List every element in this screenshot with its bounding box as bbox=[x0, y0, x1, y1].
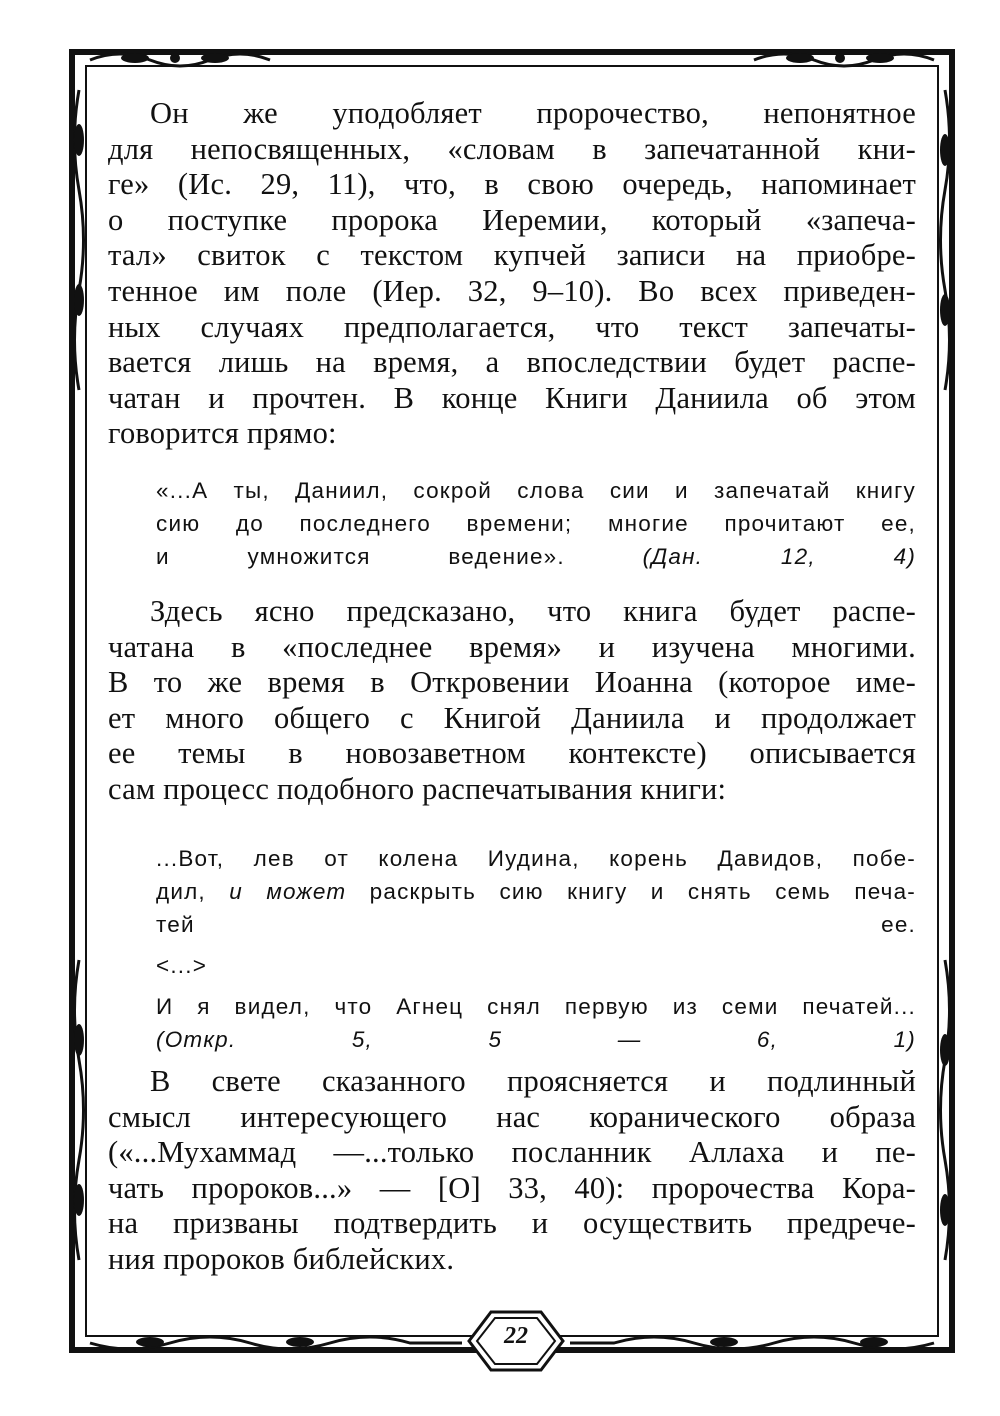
left-ornament bbox=[74, 90, 84, 1260]
paragraph-2-line: ет много общего с Книгой Даниила и продолжает bbox=[108, 700, 916, 735]
paragraph-3-line: ния пророков библейских. bbox=[108, 1241, 455, 1276]
paragraph-1-line: о поступке пророка Иеремии, который «запеча- bbox=[108, 202, 916, 237]
quote-2-reference: (Откр. 5, 5 — 6, 1) bbox=[156, 1027, 916, 1052]
paragraph-3-line: («...Мухаммад —...только посланник Аллаха и пе- bbox=[108, 1135, 916, 1170]
paragraph-2-line: ее темы в новозаветном контексте) описывается bbox=[108, 736, 916, 771]
quote-2-line: И я видел, что Агнец снял первую из семи печатей... bbox=[156, 994, 916, 1019]
paragraph-1-line: Он же уподобляет пророчество, непонятное bbox=[150, 96, 916, 130]
quote-1-line: сию до последнего времени; многие прочитают ее, bbox=[156, 511, 916, 536]
paragraph-2-line: сам процесс подобного распечатывания книги: bbox=[108, 771, 727, 806]
quote-2-line: тей ее. bbox=[156, 912, 916, 937]
quote-2-emphasis: и может bbox=[229, 879, 347, 904]
paragraph-3 bbox=[108, 1064, 916, 1278]
paragraph-2-line: Здесь ясно предсказано, что книга будет распе- bbox=[150, 594, 916, 628]
right-ornament bbox=[940, 90, 950, 1260]
paragraph-2 bbox=[108, 594, 916, 808]
quote-1 bbox=[156, 474, 916, 573]
paragraph-1-line: для непосвященных, «словам в запечатанной кни- bbox=[108, 131, 916, 166]
paragraph-1-line: говорится прямо: bbox=[108, 416, 337, 451]
paragraph-1-line: ных случаях предполагается, что текст запечаты- bbox=[108, 309, 916, 344]
quote-2-line: дил, bbox=[156, 879, 206, 904]
paragraph-1 bbox=[108, 96, 916, 452]
quote-2-ellipsis: <...> bbox=[156, 953, 208, 978]
paragraph-2-line: чатана в «последнее время» и изучена многими. bbox=[108, 629, 916, 664]
paragraph-3-line: смысл интересующего нас коранического образа bbox=[108, 1099, 916, 1134]
paragraph-1-line: ге» (Ис. 29, 11), что, в свою очередь, напоминает bbox=[108, 167, 916, 202]
paragraph-1-line: тенное им поле (Иер. 32, 9–10). Во всех приведен- bbox=[108, 273, 916, 308]
quote-1-line: «...А ты, Даниил, сокрой слова сии и запечатай книгу bbox=[156, 478, 916, 503]
paragraph-1-line: тал» свиток с текстом купчей записи на приобре- bbox=[108, 238, 916, 273]
quote-1-line: и умножится ведение». bbox=[156, 544, 565, 569]
paragraph-3-line: на призваны подтвердить и осуществить предрече- bbox=[108, 1206, 916, 1241]
paragraph-2-line: В то же время в Откровении Иоанна (которое име- bbox=[108, 665, 916, 700]
page-number: 22 bbox=[504, 1323, 528, 1349]
paragraph-3-line: В свете сказанного проясняется и подлинный bbox=[150, 1064, 916, 1098]
quote-1-reference: (Дан. 12, 4) bbox=[642, 544, 917, 569]
quote-2-line: ...Вот, лев от колена Иудина, корень Давидов, побе- bbox=[156, 846, 916, 871]
quote-2 bbox=[156, 842, 916, 1056]
paragraph-3-line: чать пророков...» — [О] 33, 40): пророчества Кора- bbox=[108, 1170, 916, 1205]
paragraph-1-line: чатан и прочтен. В конце Книги Даниила об этом bbox=[108, 380, 916, 415]
quote-2-line: раскрыть сию книгу и снять семь печа- bbox=[369, 879, 916, 904]
paragraph-1-line: вается лишь на время, а впоследствии будет распе- bbox=[108, 345, 916, 380]
